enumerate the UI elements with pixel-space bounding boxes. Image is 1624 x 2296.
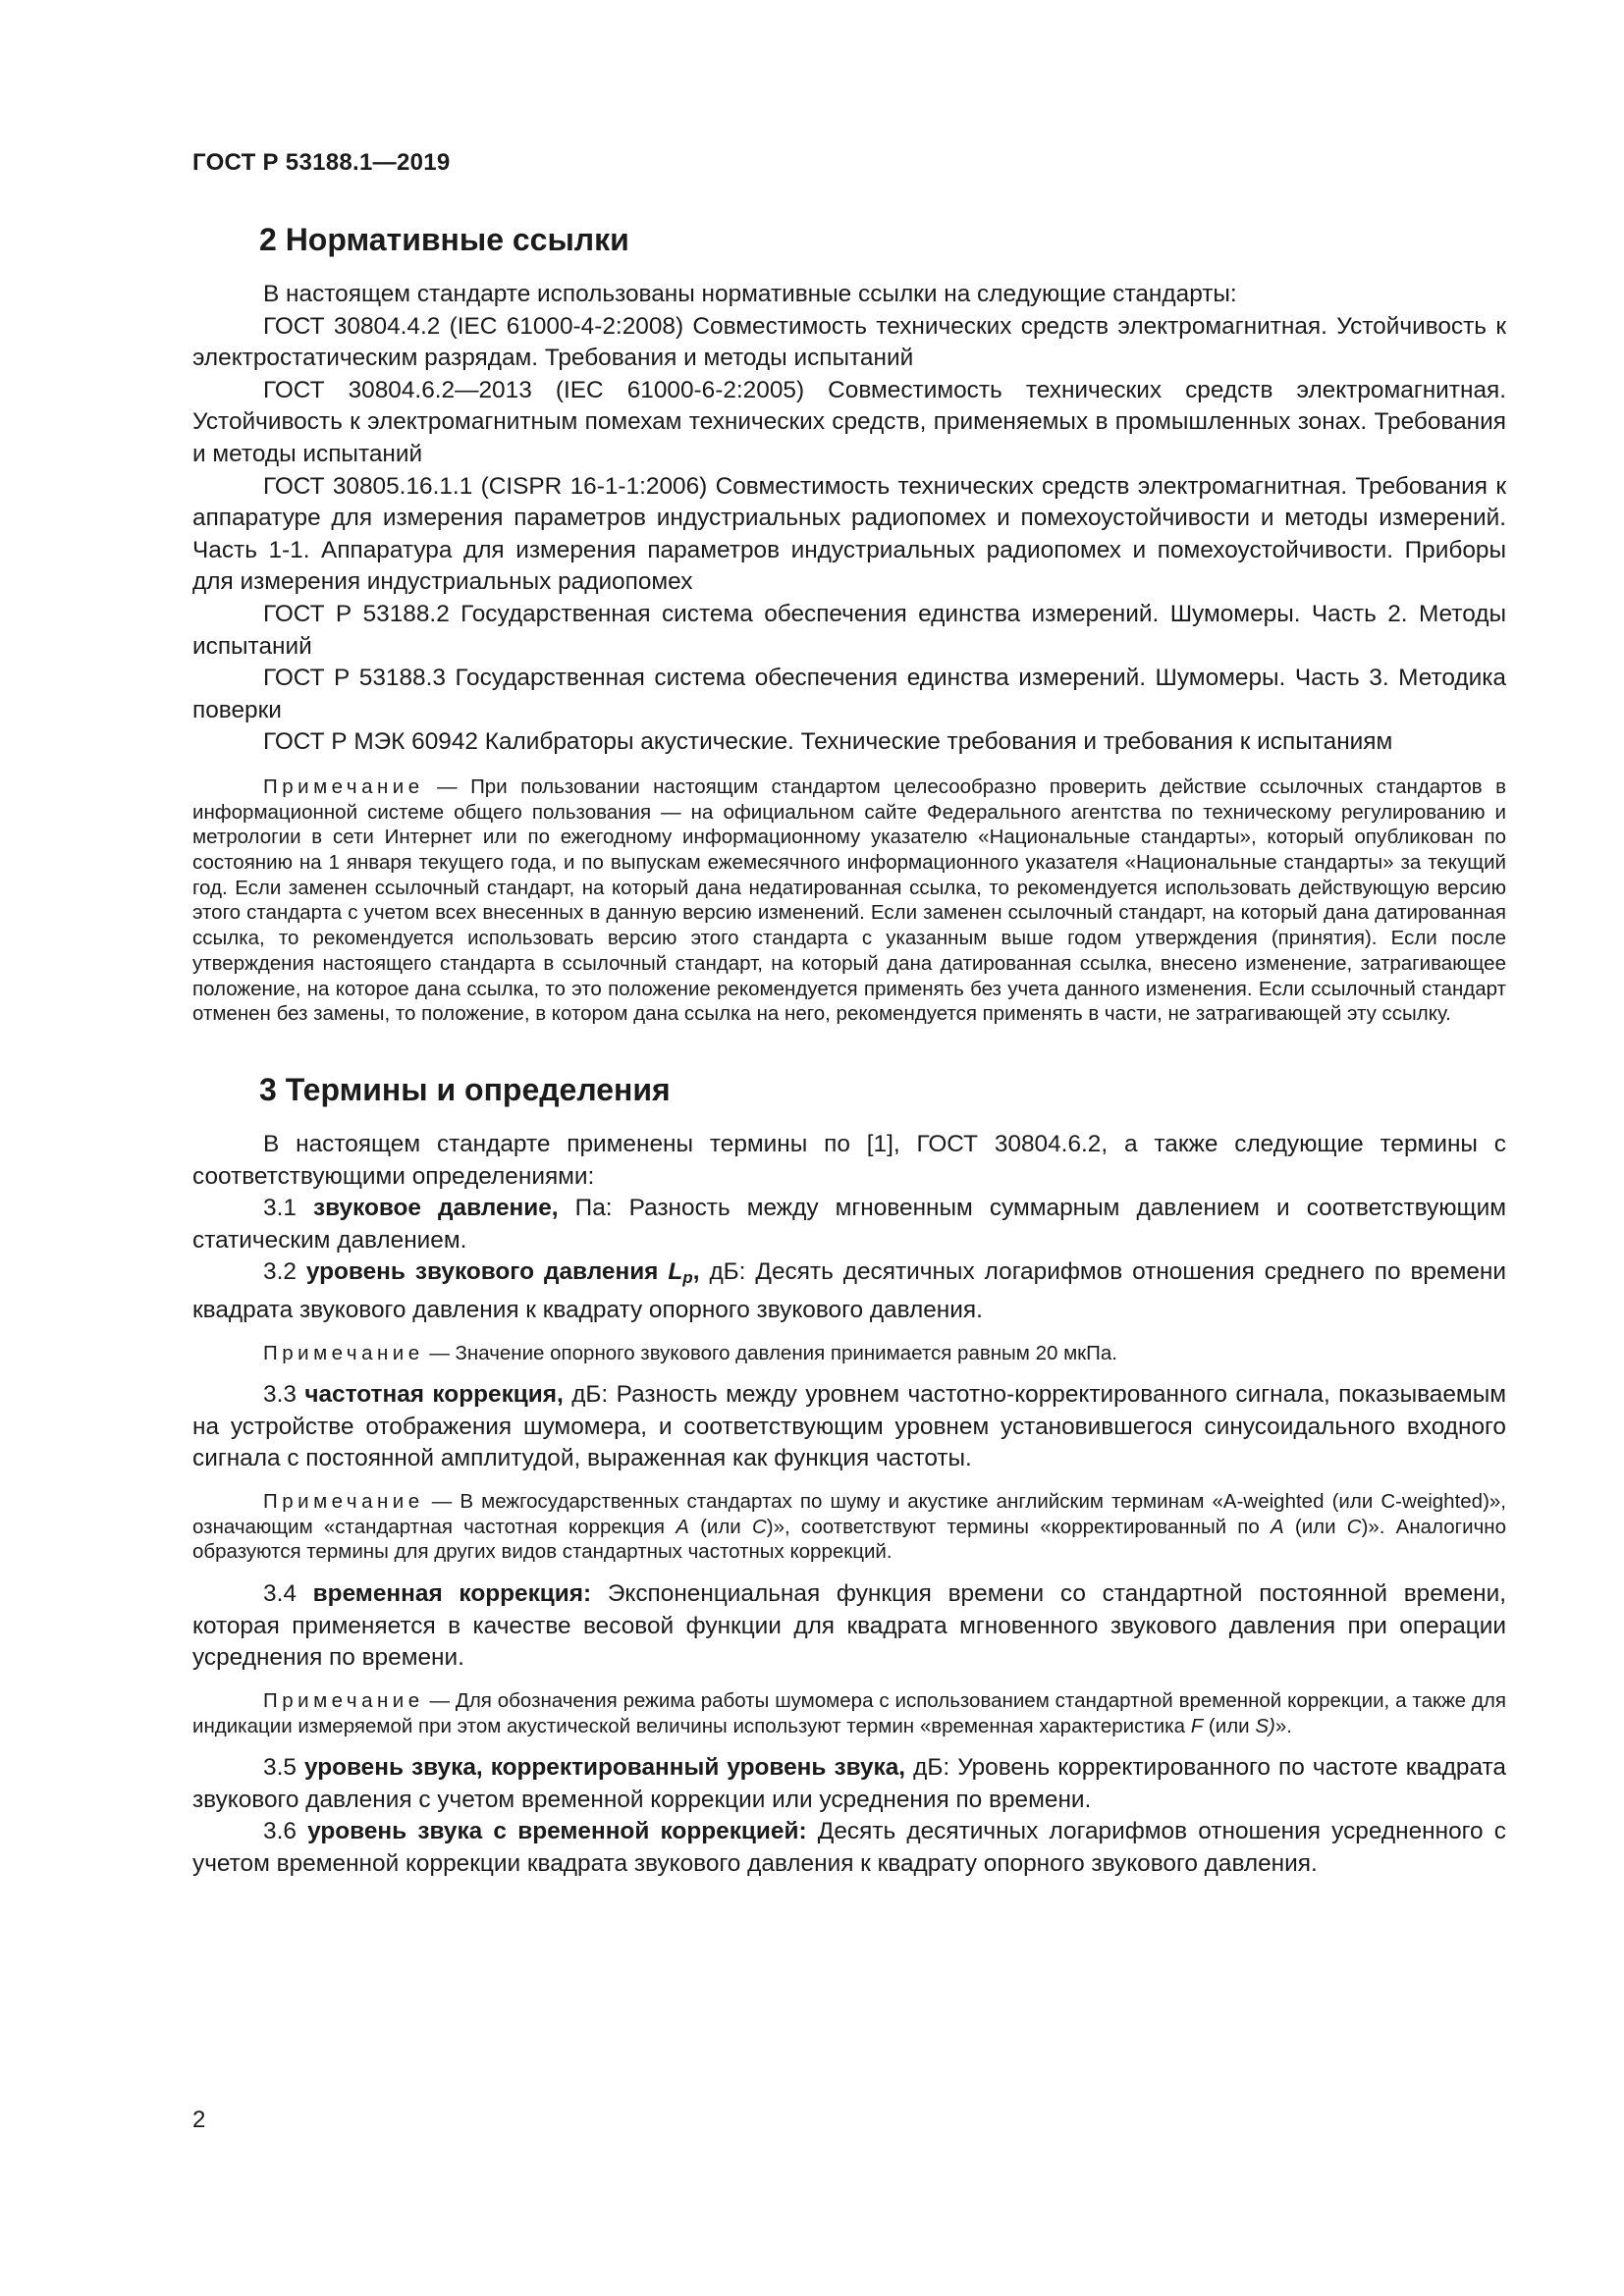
term-title: временная коррекция: [312, 1580, 592, 1608]
note-text: ». [1274, 1714, 1292, 1737]
section-2-heading: 2 Нормативные ссылки [259, 222, 629, 257]
term-3-6 [192, 1816, 1506, 1880]
term-number: 3.2 [263, 1258, 306, 1286]
term-definition: дБ: Уровень корректированного по частоте квадрата звукового давления с учетом временной коррекции или усреднения по времени. [192, 1754, 1506, 1813]
note-3-3 [192, 1489, 1506, 1565]
term-definition: Па: Разность между мгновенным суммарным давлением и соответствующим статическим давлением. [192, 1195, 1507, 1254]
reference-item: ГОСТ 30804.6.2—2013 (IEC 61000-6-2:2005) Совместимость технических средств электромагнитная. Устойчивость к электромагнитным помехам технических средств, применяемых в промышленных зонах. Требования и методы испытаний [192, 376, 1506, 467]
note-italic: A [676, 1515, 689, 1538]
reference-item: ГОСТ Р 53188.3 Государственная система обеспечения единства измерений. Шумомеры. Часть 3. Методика поверки [192, 665, 1506, 723]
term-definition: дБ: Десять десятичных логарифмов отношения среднего по времени квадрата звукового давления к квадрату опорного звукового давления. [192, 1258, 1506, 1323]
term-title: уровень звука с временной коррекцией: [307, 1818, 807, 1845]
term-title: звуковое давление, [312, 1195, 559, 1222]
term-3-5 [192, 1752, 1506, 1816]
page-number: 2 [192, 2107, 206, 2133]
term-title: частотная коррекция, [304, 1381, 564, 1409]
note-text: )». Аналогично образуются термины для других видов стандартных частотных коррекций. [192, 1515, 1506, 1564]
term-3-1 [192, 1193, 1506, 1256]
term-definition: дБ: Разность между уровнем частотно-корректированного сигнала, показываемым на устройстве отображения шумомера, и соответствующим уровнем установившегося синусоидального входного сигнала с постоянной амплитудой, выраженная как функция частоты. [192, 1381, 1506, 1472]
note-text: — Для обозначения режима работы шумомера с использованием стандартной временной коррекции, а также для индикации измеряемой при этом акустической величины используют термин «временная характеристика [192, 1688, 1506, 1737]
term-number: 3.5 [263, 1754, 304, 1782]
note-italic: S) [1255, 1714, 1275, 1737]
note-text: (или [1283, 1515, 1347, 1538]
term-title: уровень звукового давления [305, 1258, 669, 1286]
note-label: Примечание [263, 1341, 424, 1364]
reference-item: ГОСТ 30805.16.1.1 (CISPR 16-1-1:2006) Совместимость технических средств электромагнитная. Требования к аппаратуре для измерения параметров индустриальных радиопомех и помехоустойчивости и методы измерений. Часть 1-1. Аппаратура для измерения параметров индустриальных радиопомех и помехоустойчивости. Приборы для измерения индустриальных радиопомех [192, 472, 1506, 596]
symbol-subscript: p [682, 1268, 693, 1288]
note-label: Примечание [263, 774, 424, 798]
note-italic: F [1190, 1714, 1204, 1737]
note-text: (или [688, 1515, 752, 1538]
term-number: 3.6 [263, 1818, 308, 1845]
term-comma: , [692, 1258, 700, 1286]
document-header: ГОСТ Р 53188.1—2019 [192, 149, 451, 176]
note-text: )», соответствуют термины «корректированный по [766, 1515, 1271, 1538]
note-label: Примечание [263, 1688, 424, 1712]
section-2-note [192, 774, 1506, 1027]
term-number: 3.4 [263, 1580, 313, 1608]
reference-item: ГОСТ Р МЭК 60942 Калибраторы акустические. Технические требования и требования к испытаниям [263, 728, 1393, 756]
reference-item: ГОСТ 30804.4.2 (IEC 61000-4-2:2008) Совместимость технических средств электромагнитная. Устойчивость к электростатическим разрядам. Требования и методы испытаний [192, 312, 1506, 372]
term-number: 3.3 [263, 1381, 305, 1409]
term-3-4 [192, 1578, 1506, 1675]
term-symbol [668, 1258, 693, 1288]
term-title: уровень звука, корректированный уровень звука, [303, 1754, 906, 1782]
note-text: (или [1203, 1714, 1256, 1737]
term-number: 3.1 [263, 1195, 313, 1222]
note-text: — Значение опорного звукового давления принимается равным 20 мкПа. [423, 1341, 1117, 1364]
term-definition: Экспоненциальная функция времени со стандартной постоянной времени, которая применяется в качестве весовой функции для квадрата мгновенного звукового давления при операции усреднения по времени. [192, 1580, 1506, 1672]
section-3-heading: 3 Термины и определения [259, 1071, 671, 1107]
note-italic: A [1271, 1515, 1284, 1538]
term-3-2 [192, 1256, 1506, 1326]
page-body [192, 218, 1506, 1881]
note-italic: C [751, 1515, 767, 1538]
note-text: — При пользовании настоящим стандартом целесообразно проверить действие ссылочных стандартов в информационной системе общего пользования — на официальном сайте Федерального агентства по техническому регулированию и метрологии в сети Интернет или по ежегодному информационному указателю «Национальные стандарты», который опубликован по состоянию на 1 января текущего года, и по выпускам ежемесячного информационного указателя «Национальные стандарты» за текущий год. Если заменен ссылочный стандарт, на который дана недатированная ссылка, то рекомендуется использовать действующую версию этого стандарта с учетом всех внесенных в данную версию изменений. Если заменен ссылочный стандарт, на который дана датированная ссылка, то рекомендуется использовать версию этого стандарта с указанным выше годом утверждения (принятия). Если после утверждения настоящего стандарта в ссылочный стандарт, на который дана датированная ссылка, внесено изменение, затрагивающее положение, на которое дана ссылка, то это положение рекомендуется применять без учета данного изменения. Если ссылочный стандарт отменен без замены, то положение, в котором дана ссылка на него, рекомендуется применять в части, не затрагивающей эту ссылку. [192, 774, 1506, 1026]
note-text: — В межгосударственных стандартах по шуму и акустике английским терминам «A-weighted (или C-weighted)», означающим «стандартная частотная коррекция [192, 1489, 1506, 1538]
note-italic: C [1346, 1515, 1362, 1538]
term-definition: Десять десятичных логарифмов отношения усредненного с учетом временной коррекции квадрата звукового давления к квадрату опорного звукового давления. [192, 1818, 1506, 1878]
symbol-letter: L [668, 1258, 683, 1286]
section-3-intro: В настоящем стандарте применены термины по [1], ГОСТ 30804.6.2, а также следующие термины с соответствующими определениями: [192, 1130, 1506, 1190]
section-2-intro: В настоящем стандарте использованы нормативные ссылки на следующие стандарты: [263, 281, 1237, 307]
note-3-2 [192, 1341, 1506, 1366]
term-3-3 [192, 1379, 1506, 1475]
note-label: Примечание [263, 1489, 424, 1513]
reference-item: ГОСТ Р 53188.2 Государственная система обеспечения единства измерений. Шумомеры. Часть 2. Методы испытаний [192, 600, 1506, 660]
note-3-4 [192, 1688, 1506, 1738]
